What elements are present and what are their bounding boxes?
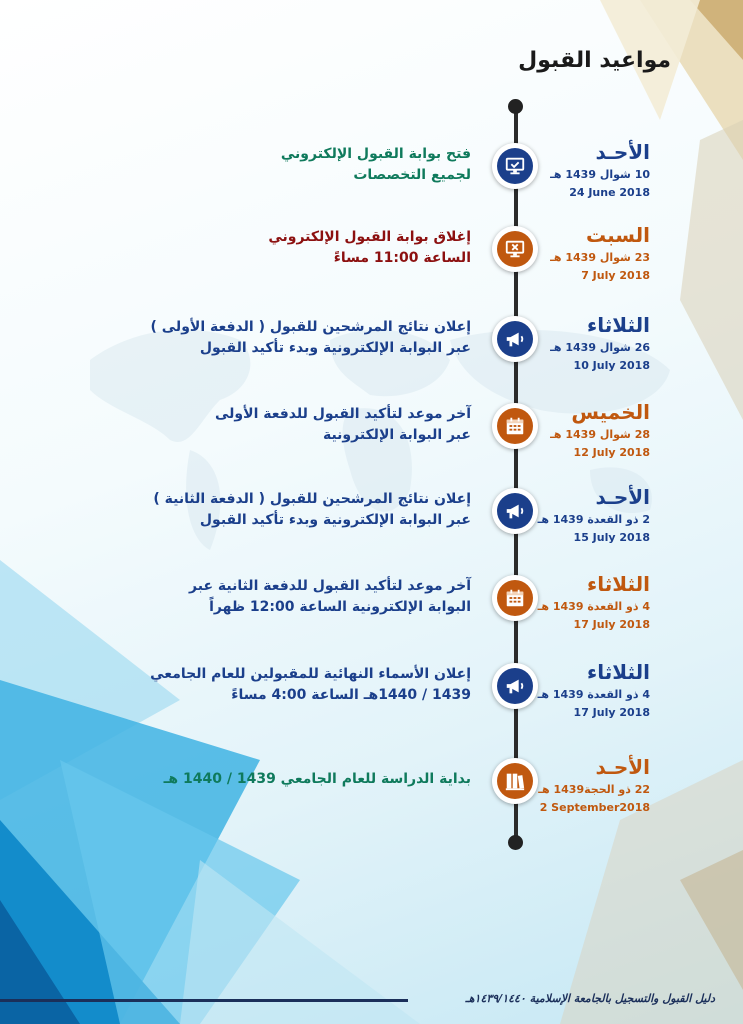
event-description-line: لجميع التخصصات: [353, 167, 471, 183]
books-icon: [497, 763, 533, 799]
event-icon-badge: [492, 488, 538, 534]
calendar-icon: [497, 580, 533, 616]
timeline-event: [0, 303, 743, 387]
event-day: الأحـد: [595, 485, 650, 509]
event-gregorian-date: 7 July 2018: [581, 269, 650, 282]
footer-rule: [0, 999, 408, 1002]
event-hijri-date: 28 شوال 1439 هـ: [550, 428, 650, 441]
calendar-icon: [497, 408, 533, 444]
event-description: [141, 227, 471, 269]
event-hijri-date: 4 ذو القعدة 1439 هـ: [537, 688, 650, 701]
event-description-line: الساعة 11:00 مساءً: [333, 250, 471, 266]
event-description-line: إعلان نتائج المرشحين للقبول ( الدفعة الثانية ): [153, 491, 471, 507]
event-icon-badge: [492, 403, 538, 449]
event-description-line: 1439 / 1440هـ الساعة 4:00 مساءً: [231, 687, 471, 703]
event-description: [141, 404, 471, 446]
event-description: [141, 664, 471, 706]
event-description-line: عبر البوابة الإلكترونية وبدء تأكيد القبول: [199, 340, 471, 356]
event-hijri-date: 26 شوال 1439 هـ: [550, 341, 650, 354]
event-icon-badge: [492, 663, 538, 709]
footer-text: دليل القبول والتسجيل بالجامعة الإسلامية ١٤٣٩/١٤٤٠هـ: [465, 992, 715, 1005]
event-description-line: فتح بوابة القبول الإلكتروني: [280, 146, 471, 162]
event-day: الخميس: [571, 400, 650, 424]
event-description-line: بداية الدراسة للعام الجامعي 1439 / 1440 هـ: [163, 771, 471, 787]
event-icon-badge: [492, 143, 538, 189]
timeline-event: [0, 650, 743, 734]
event-day: الثلاثاء: [587, 572, 650, 596]
event-description: [141, 317, 471, 359]
event-description-line: إعلان نتائج المرشحين للقبول ( الدفعة الأولى ): [150, 319, 471, 335]
timeline-event: [0, 213, 743, 297]
event-gregorian-date: 24 June 2018: [569, 186, 650, 199]
event-gregorian-date: 12 July 2018: [573, 446, 650, 459]
event-hijri-date: 2 ذو القعدة 1439 هـ: [537, 513, 650, 526]
event-description-line: عبر البوابة الإلكترونية وبدء تأكيد القبول: [199, 512, 471, 528]
event-hijri-date: 22 ذو الحجة1439 هـ: [538, 783, 650, 796]
event-icon-badge: [492, 575, 538, 621]
event-gregorian-date: 2 September2018: [539, 801, 650, 814]
timeline-event: [0, 475, 743, 559]
event-day: السبت: [585, 223, 650, 247]
timeline-start-dot: [508, 99, 523, 114]
event-day: الثلاثاء: [587, 313, 650, 337]
event-gregorian-date: 17 July 2018: [573, 706, 650, 719]
event-gregorian-date: 10 July 2018: [573, 359, 650, 372]
page-title: مواعيد القبول: [518, 48, 671, 73]
event-description-line: البوابة الإلكترونية الساعة 12:00 ظهراً: [209, 599, 471, 615]
timeline-event: [0, 562, 743, 646]
event-icon-badge: [492, 758, 538, 804]
timeline-event: [0, 390, 743, 474]
megaphone-icon: [497, 493, 533, 529]
timeline-end-dot: [508, 835, 523, 850]
monitor-check-icon: [497, 148, 533, 184]
event-description: [141, 489, 471, 531]
event-hijri-date: 4 ذو القعدة 1439 هـ: [537, 600, 650, 613]
event-description-line: إعلان الأسماء النهائية للمقبولين للعام الجامعي: [150, 666, 471, 682]
event-icon-badge: [492, 316, 538, 362]
event-day: الأحـد: [595, 755, 650, 779]
timeline-event: [0, 130, 743, 214]
event-hijri-date: 10 شوال 1439 هـ: [550, 168, 650, 181]
event-description: [141, 769, 471, 790]
event-day: الثلاثاء: [587, 660, 650, 684]
monitor-cross-icon: [497, 231, 533, 267]
event-hijri-date: 23 شوال 1439 هـ: [550, 251, 650, 264]
event-gregorian-date: 15 July 2018: [573, 531, 650, 544]
event-description-line: إغلاق بوابة القبول الإلكتروني: [268, 229, 471, 245]
event-gregorian-date: 17 July 2018: [573, 618, 650, 631]
event-description-line: آخر موعد لتأكيد القبول للدفعة الثانية عبر: [189, 578, 471, 594]
megaphone-icon: [497, 668, 533, 704]
event-description: [141, 576, 471, 618]
event-description-line: عبر البوابة الإلكترونية: [322, 427, 471, 443]
event-description-line: آخر موعد لتأكيد القبول للدفعة الأولى: [215, 406, 471, 422]
event-icon-badge: [492, 226, 538, 272]
timeline-event: [0, 745, 743, 829]
event-day: الأحـد: [595, 140, 650, 164]
megaphone-icon: [497, 321, 533, 357]
event-description: [141, 144, 471, 186]
